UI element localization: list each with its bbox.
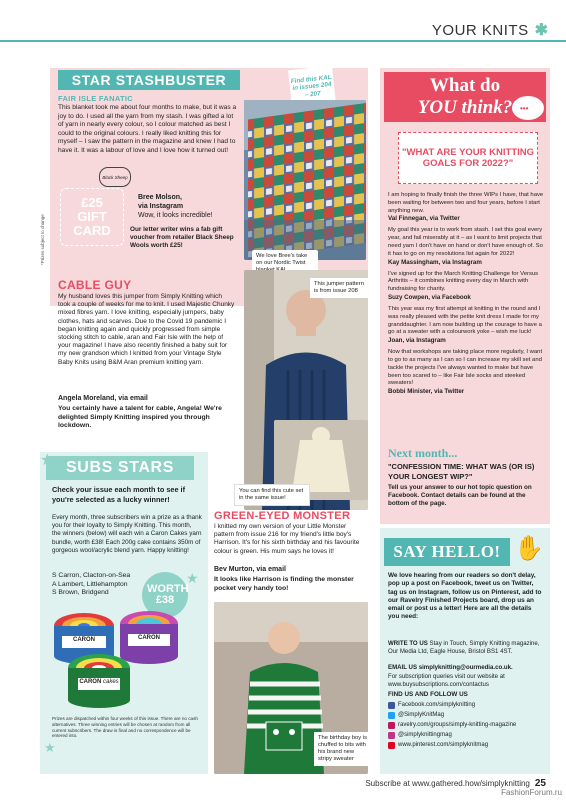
next-month-question: "CONFESSION TIME: WHAT WAS (OR IS) YOUR LONGEST WIP?": [388, 462, 535, 481]
green-eyed-body: I knitted my own version of your Little Monster pattern from issue 216 for my friend's little boy's Harrison. It's for his sixth birthday and his favourite colour is green. His mum says he loves it!: [214, 523, 360, 555]
yarn-cake-3: [66, 650, 132, 710]
say-hello-intro: We love hearing from our readers so don't delay, pop up a post on Facebook, tweet us on Twitter, tag us on Instagram, follow us on Pinterest, add to our Ravelry Finished Projects board, drop us an email or post us a letter! Here are all the details you need:: [388, 572, 542, 621]
prize-side-note: *Prizes subject to change: [40, 214, 45, 265]
what-do-title-1: What do: [429, 75, 501, 96]
star-reply: Wow, it looks incredible!: [138, 212, 213, 219]
winner-2: A Lambert, Littlehampton: [52, 580, 128, 588]
worth-badge: WORTH £38: [142, 572, 188, 618]
blanket-illustration: [244, 100, 366, 260]
green-eyed-reply: It looks like Harrison is finding the monster pocket very handy too!: [214, 576, 354, 592]
question-box: "WHAT ARE YOUR KNITTING GOALS FOR 2022?": [398, 132, 538, 184]
harrison-caption: The birthday boy is chuffed to bits with his brand new stripy sweater: [314, 732, 372, 766]
watermark: FashionForum.ru: [501, 788, 562, 797]
facebook-icon: [388, 702, 395, 709]
speech-bubble-dot: •••: [520, 104, 529, 113]
section-header: [432, 20, 548, 40]
waving-hand-icon: ✋: [514, 535, 544, 562]
answer-4: This year was my first attempt at knitting in the round and I was really pleased with the petite knit dress I made for my granddaughter. I am now building up the courage to have a go at a sweater with a colourwork yoke – wish me luck! Joan, via Instagram: [388, 305, 542, 345]
email-link[interactable]: simplyknitting@ourmedia.co.uk.: [418, 664, 513, 671]
instagram-link[interactable]: @simplyknittingmag: [388, 730, 548, 740]
subs-query: For subscription queries visit our website at www.buysubscriptions.com/contactus: [388, 673, 505, 688]
pinterest-icon: [388, 742, 395, 749]
section-title: YOUR KNITS: [431, 21, 529, 39]
answers-list: [388, 192, 544, 395]
find-us-label: FIND US AND FOLLOW US: [388, 691, 468, 698]
cable-guy-body: My husband loves this jumper from Simply Knitting which took a couple of weeks for me to knit. I used Majestic Chunky mixed fibres yarn. I love knitting, especially jumpers, baby clothes, hats and scarves. Due to the Covid 19 pandemic I began knitting again and quickly progressed from simple stocking stitch to cable, aran and Fair Isle with the help of your magazine! I have also recently finished a baby suit for my new grandson which I knitted from your Vintage Style Baby Knits using B&M Aran premium knitting yarn.: [58, 293, 235, 366]
subs-terms: Prizes are dispatched within four weeks of this issue. There are no cash alternatives. Three winning entries will be chosen at random from all current subscribers. The draw is final and no correspondence will be entered into.: [52, 716, 198, 739]
caron-label-2: CARON: [138, 635, 160, 641]
instagram-icon: [388, 732, 395, 739]
ravelry-link[interactable]: ravelry.com/groups/simply-knitting-magazine: [388, 720, 548, 730]
caron-label-1: CARON: [73, 637, 95, 643]
next-month-body: Tell us your answer to our hot topic question on Facebook. Contact details can be found at the bottom of the page.: [388, 484, 532, 507]
page-number: 25: [534, 778, 546, 789]
header-rule: [0, 40, 566, 42]
star-signature: Bree Molson,: [138, 194, 182, 201]
cable-guy-title: CABLE GUY: [58, 278, 132, 292]
cable-guy-reply: You certainly have a talent for cable, Angela! We're delighted Simply Knitting inspired you through lockdown.: [58, 405, 222, 429]
winners-list: [52, 572, 130, 598]
gift-card: £25 GIFT CARD: [60, 188, 124, 246]
star-stashbuster-title: STAR STASHBUSTER: [58, 70, 240, 90]
next-month-label: Next month...: [388, 446, 458, 460]
winner-1: S Carron, Clacton-on-Sea: [52, 572, 131, 579]
pinterest-link[interactable]: www.pinterest.com/simplyknitmag: [388, 740, 548, 750]
blanket-caption: We love Bree's take on our Nordic Twist: [252, 250, 318, 277]
subs-stars-title: SUBS STARS: [46, 456, 194, 480]
say-hello-title-box: SAY HELLO!: [384, 538, 510, 566]
star-via: via Instagram: [138, 203, 184, 210]
star-decor-icon-2: ★: [186, 570, 199, 586]
green-eyed-signature: Bev Murton, via email: [214, 566, 286, 573]
answer-1: I am hoping to finally finish the three WIPs I have, that have been waiting for between two and four years, before I start anything new. Val Finnegan, via Twitter: [388, 192, 544, 223]
social-links: [388, 700, 548, 750]
winner-3: S Brown, Bridgend: [52, 589, 109, 597]
asterisk-icon: ✱: [534, 22, 548, 39]
baby-set-caption: You can find this cute set in the same issue!: [234, 484, 310, 506]
green-eyed-title: GREEN-EYED MONSTER: [214, 510, 351, 522]
subs-stars-headline: Check your issue each month to see if you're selected as a lucky winner!: [52, 485, 186, 504]
answer-2: My goal this year is to work from stash. I set this goal every year, and fail miserably at it – as I want to limit projects that need yarn I don't have on hand or don't have enough of. So it has to go on my resolutions list again for 2022! Kay Massingham, via Instagram: [388, 227, 543, 266]
prize-note: Our letter writer wins a fab gift voucher from retailer Black Sheep Wools worth £25!: [130, 226, 234, 249]
jumper-caption: This jumper pattern is from issue 208: [310, 278, 372, 298]
kal-stamp: Find this KAL in issues 204 – 207: [288, 66, 336, 108]
cable-guy-signature: Angela Moreland, via email: [58, 395, 148, 402]
ravelry-icon: [388, 722, 395, 729]
twitter-icon: [388, 712, 395, 719]
star-stashbuster-subhead: FAIR ISLE FANATIC: [58, 94, 133, 103]
subs-stars-body: Every month, three subscribers win a prize as a thank you for their loyalty to Simply Knitting. This month, the winners (below) will each win a Caron Cakes yarn bundle, worth £38! Each 200g cake contains 350m of gorgeous wool/acrylic blend yarn. Happy knitting!: [52, 514, 202, 554]
star-stashbuster-body: This blanket took me about four months to make, but it was a joy to do. I used all the yarn from my stash. I was gifted a lot of yarn in nearly every colour, so I colour matched as best I could to the original colours. I really liked knitting this for myself – I saw the pattern in the magazine and knew I had to have it. It was a labour of love and I love how it turned out!: [58, 104, 237, 154]
write-to-us: WRITE TO US Stay in Touch, Simply Knitting magazine, Our Media Ltd, Eagle House, Bristol BS1 4ST.: [388, 640, 540, 655]
answer-5: Now that workshops are taking place more regularly, I want to go to as many as I can so I can increase my skill set and tackle the projects I've always wanted to make but have been too scared to – like Fair Isle socks and steeked sweaters! Bobbi Minister, via Twitter: [388, 349, 543, 396]
email-us: EMAIL US simplyknitting@ourmedia.co.uk.: [388, 664, 513, 671]
caron-label-3: CARON cakes: [79, 679, 119, 685]
star-decor-icon: ★: [40, 452, 55, 469]
twitter-link[interactable]: @SimplyKnitMag: [388, 710, 548, 720]
subscribe-link[interactable]: Subscribe at www.gathered.how/simplyknitting: [365, 779, 530, 788]
star-decor-icon-3: ★: [44, 740, 56, 755]
black-sheep-logo: Black Sheep: [99, 167, 131, 187]
answer-3: I've signed up for the March Knitting Challenge for Versus Arthritis – it combines knitting every day in March with fundraising for charity. Suzy Cowpen, via Facebook: [388, 270, 539, 301]
facebook-link[interactable]: Facebook.com/simplyknitting: [388, 700, 548, 710]
blanket-photo: [244, 100, 366, 260]
what-do-title-2: YOU think?: [417, 97, 513, 118]
